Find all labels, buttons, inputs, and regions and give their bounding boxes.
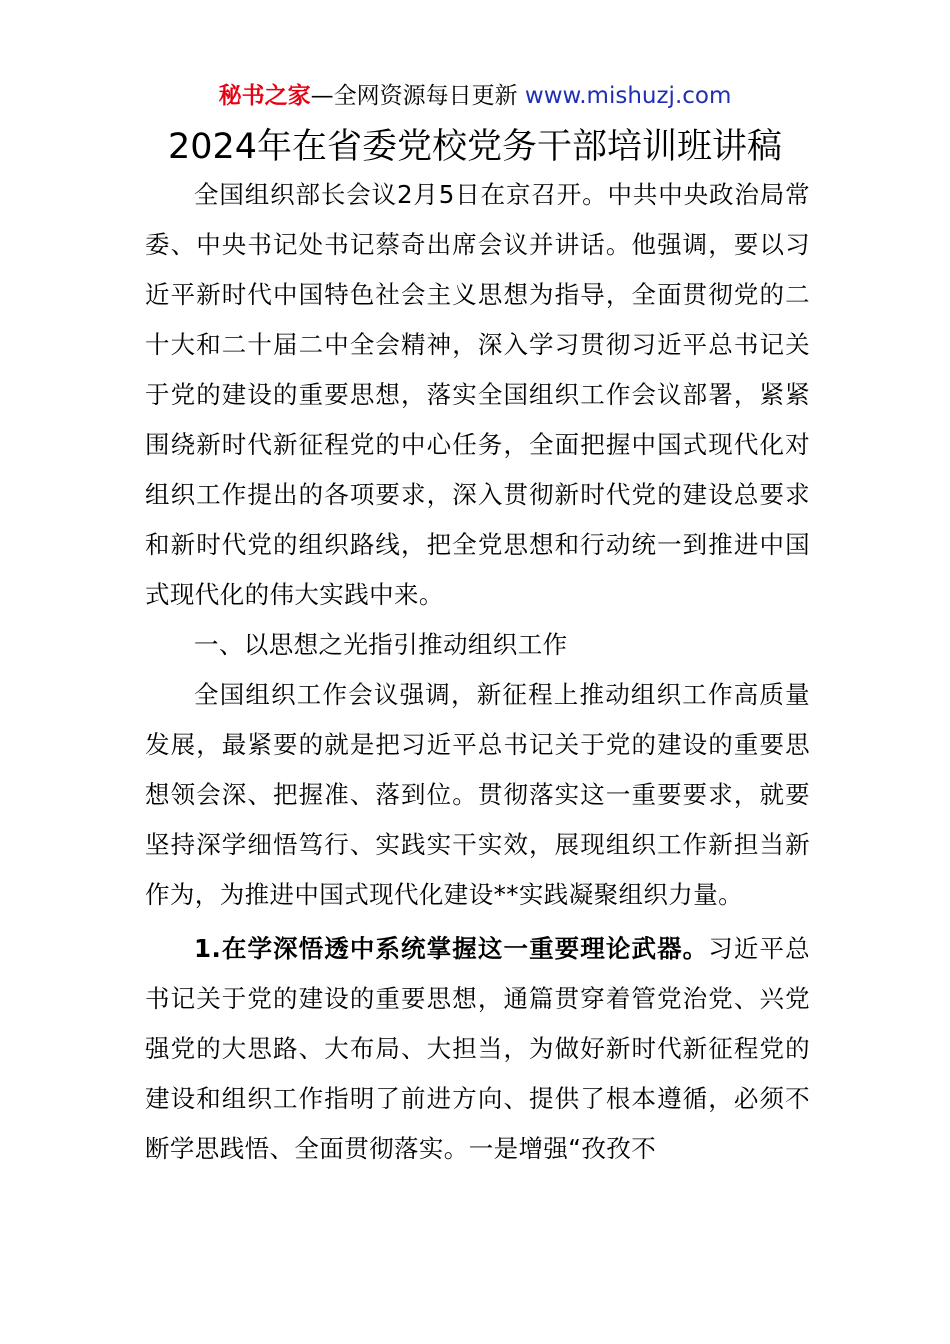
document-title: 2024年在省委党校党务干部培训班讲稿 [167,127,783,167]
section-heading [145,620,810,670]
paragraph-text: 全国组织工作会议强调，新征程上推动组织工作高质量发展，最紧要的就是把习近平总书记关于党的建设的重要思想领会深、把握准、落到位。贯彻落实这一重要要求，就要坚持深学细悟笃行、实践实干实效，展现组织工作新担当新作为，为推进中国式现代化建设**实践凝聚组织力量。 [145,680,810,909]
point-lead: 1.在学深悟透中系统掌握这一重要理论武器。 [194,934,709,963]
site-url[interactable]: www.mishuzj.com [524,83,732,109]
site-header [0,80,950,112]
paragraph-text: 全国组织部长会议2月5日在京召开。中共中央政治局常委、中央书记处书记蔡奇出席会议并讲话。他强调，要以习近平新时代中国特色社会主义思想为指导，全面贯彻党的二十大和二十届二中全会精神，深入学习贯彻习近平总书记关于党的建设的重要思想，落实全国组织工作会议部署，紧紧围绕新时代新征程党的中心任务，全面把握中国式现代化对组织工作提出的各项要求，深入贯彻新时代党的建设总要求和新时代党的组织路线，把全党思想和行动统一到推进中国式现代化的伟大实践中来。 [145,180,810,609]
paragraph-intro [145,170,810,620]
paragraph-text: 习近平总书记关于党的建设的重要思想，通篇贯穿着管党治党、兴党强党的大思路、大布局、大担当，为做好新时代新征程党的建设和组织工作指明了前进方向、提供了根本遵循，必须不断学思践悟、全面贯彻落实。一是增强“孜孜不 [145,934,810,1163]
paragraph-point-1 [145,924,810,1174]
paragraph-body [145,670,810,920]
site-name: 秘书之家 [218,83,311,109]
section-heading-text: 一、以思想之光指引推动组织工作 [194,630,568,659]
document-body [145,170,810,1174]
site-tagline: —全网资源每日更新 [310,83,525,109]
